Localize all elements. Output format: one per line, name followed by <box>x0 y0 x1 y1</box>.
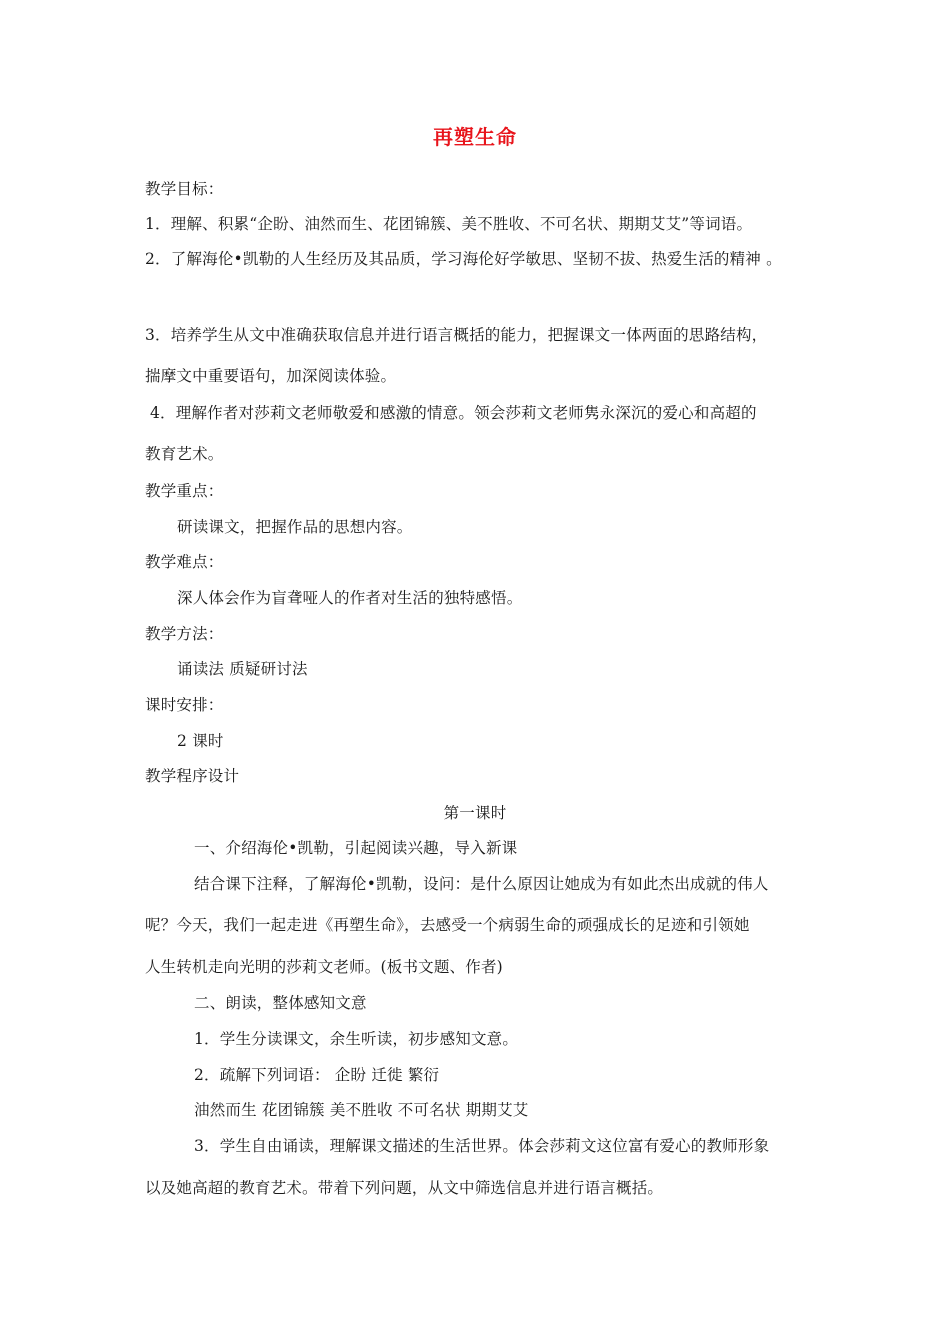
step-2-item-2-continued: 油然而生 花团锦簇 美不胜收 不可名状 期期艾艾 <box>194 1101 529 1119</box>
key-point-text: 研读课文，把握作品的思想内容。 <box>177 518 413 536</box>
step-2-item-3-line-1: 3．学生自由诵读，理解课文描述的生活世界。体会莎莉文这位富有爱心的教师形象 <box>194 1137 770 1155</box>
lesson-heading: 第一课时 <box>443 804 507 822</box>
method-heading: 教学方法： <box>145 625 224 643</box>
goal-item-3-line-2: 揣摩文中重要语句，加深阅读体验。 <box>145 367 397 385</box>
step-2-item-1: 1．学生分读课文，余生听读，初步感知文意。 <box>194 1030 519 1048</box>
step-1-line-2: 呢？今天，我们一起走进《再塑生命》，去感受一个病弱生命的顽强成长的足迹和引领她 <box>145 916 750 934</box>
step-2-heading: 二、朗读，整体感知文意 <box>194 994 367 1012</box>
step-1-heading: 一、介绍海伦•凯勒，引起阅读兴趣，导入新课 <box>194 839 518 857</box>
key-point-heading: 教学重点： <box>145 482 224 500</box>
schedule-heading: 课时安排： <box>145 696 224 714</box>
goal-item-3-line-1: 3．培养学生从文中准确获取信息并进行语言概括的能力，把握课文一体两面的思路结构， <box>145 326 768 344</box>
step-2-item-3-line-2: 以及她高超的教育艺术。带着下列问题，从文中筛选信息并进行语言概括。 <box>145 1179 664 1197</box>
procedure-heading: 教学程序设计 <box>145 767 240 785</box>
goal-item-4-line-1: 4．理解作者对莎莉文老师敬爱和感激的情意。领会莎莉文老师隽永深沉的爱心和高超的 <box>150 404 757 422</box>
step-1-line-3: 人生转机走向光明的莎莉文老师。(板书文题、作者) <box>145 958 503 976</box>
step-2-item-2: 2．疏解下列词语： 企盼 迁徙 繁衍 <box>194 1066 440 1084</box>
goals-heading: 教学目标： <box>145 180 224 198</box>
difficulty-heading: 教学难点： <box>145 553 224 571</box>
difficulty-text: 深人体会作为盲聋哑人的作者对生活的独特感悟。 <box>177 589 523 607</box>
schedule-text: 2 课时 <box>177 732 224 750</box>
goal-item-1: 1．理解、积累“企盼、油然而生、花团锦簇、美不胜收、不可名状、期期艾艾”等词语。 <box>145 215 753 233</box>
document-title: 再塑生命 <box>433 125 517 149</box>
step-1-line-1: 结合课下注释，了解海伦•凯勒，设问：是什么原因让她成为有如此杰出成就的伟人 <box>194 875 769 893</box>
method-text: 诵读法 质疑研讨法 <box>177 660 308 678</box>
goal-item-4-line-2: 教育艺术。 <box>145 445 224 463</box>
goal-item-2: 2．了解海伦•凯勒的人生经历及其品质，学习海伦好学敏思、坚韧不拔、热爱生活的精神 。 <box>145 250 782 268</box>
